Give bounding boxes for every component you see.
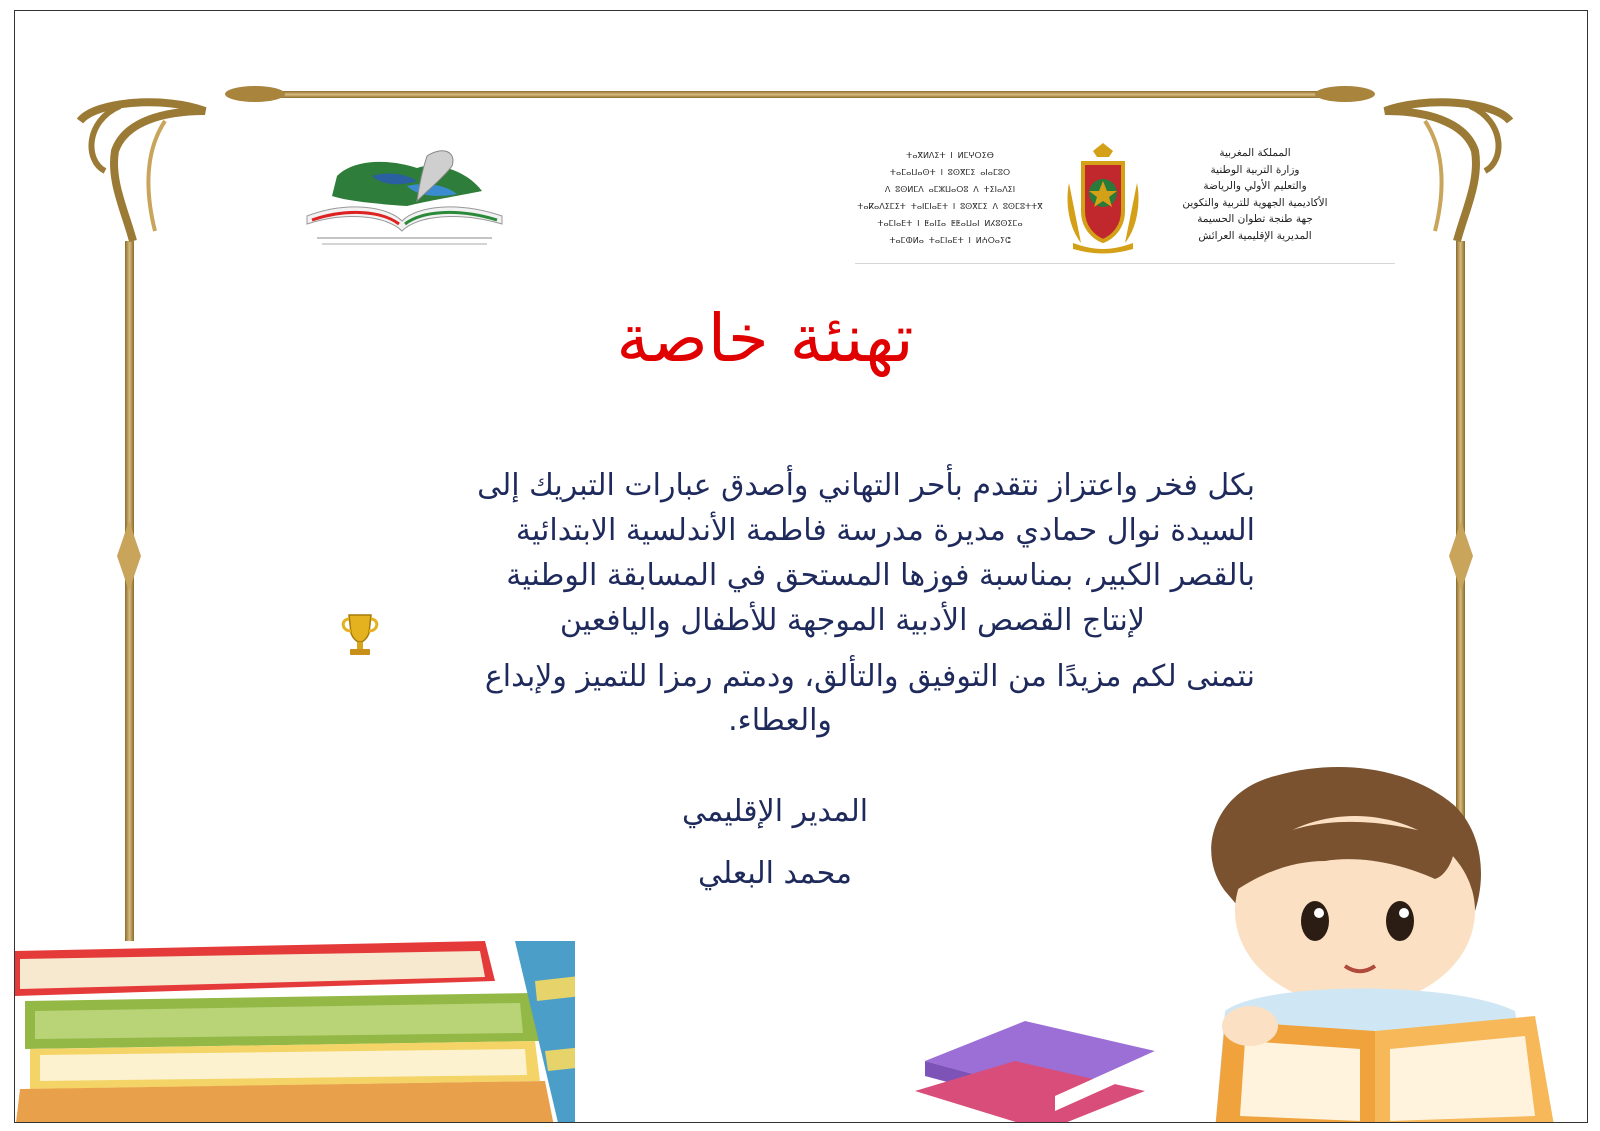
- signatory-name: محمد البعلي: [698, 856, 852, 891]
- arabic-header-line: المديرية الإقليمية العرائش: [1198, 229, 1312, 242]
- education-logo: [277, 146, 527, 256]
- arabic-header-line: جهة طنجة تطوان الحسيمة: [1197, 213, 1313, 225]
- book-stack-illustration: [15, 941, 575, 1123]
- arabic-header-line: وزارة التربية الوطنية: [1210, 163, 1300, 176]
- trophy-icon: [335, 611, 385, 661]
- arabic-header: [1155, 145, 1355, 244]
- arabic-header-line: المملكة المغربية: [1219, 147, 1291, 159]
- congratulation-message: [305, 463, 1255, 743]
- certificate-title: تهنئة خاصة: [616, 300, 914, 377]
- tifinagh-line: ⵜⴰⵎⵏⴰⴹⵜ ⵏ ⵟⴰⵏⵊⴰ ⵟⵟⴰⵡⴰⵏ ⵍⵃⵓⵙⵉⵎⴰ: [877, 219, 1023, 228]
- signatory-role: المدير الإقليمي: [681, 794, 869, 829]
- certificate-page: [14, 10, 1588, 1123]
- tifinagh-line: ⴷ ⵓⵙⵍⵎⴷ ⴰⵎⵣⵡⴰⵔⵓ ⴷ ⵜⵉⵏⴰⴷⵉⵏ: [884, 185, 1016, 194]
- tifinagh-line: ⵜⴰⴳⵍⴷⵉⵜ ⵏ ⵍⵎⵖⵔⵉⴱ: [906, 151, 994, 160]
- tifinagh-line: ⵜⴰⵎⵀⵍⴰ ⵜⴰⵎⵏⴰⴹⵜ ⵏ ⵍⵄⵔⴰⵢⵛ: [889, 236, 1011, 245]
- wishes-line: والعطاء.: [728, 703, 832, 738]
- message-line: بالقصر الكبير، بمناسبة فوزها المستحق في المسابقة الوطنية: [506, 558, 1255, 593]
- message-line: لإنتاج القصص الأدبية الموجهة للأطفال واليافعين: [559, 603, 1145, 638]
- coat-of-arms-icon: [1055, 143, 1151, 255]
- signature-block: [575, 781, 975, 905]
- message-line: السيدة نوال حمادي مديرة مدرسة فاطمة الأندلسية الابتدائية: [515, 513, 1255, 548]
- boy-reading-illustration: [1155, 761, 1588, 1123]
- tifinagh-header: [855, 147, 1045, 249]
- arabic-header-line: الأكاديمية الجهوية للتربية والتكوين: [1182, 196, 1328, 209]
- tifinagh-line: ⵜⴰⵎⴰⵡⴰⵙⵜ ⵏ ⵓⵙⴳⵎⵉ ⴰⵏⴰⵎⵓⵔ: [889, 168, 1011, 177]
- message-paragraph: [305, 463, 1255, 643]
- message-line: بكل فخر واعتزاز نتقدم بأحر التهاني وأصدق عبارات التبريك إلى: [477, 468, 1255, 503]
- tifinagh-line: ⵜⴰⴽⴰⴷⵉⵎⵉⵜ ⵜⴰⵏⵎⵏⴰⴹⵜ ⵏ ⵓⵙⴳⵎⵉ ⴷ ⵓⵙⵎⵓⵜⵜⴳ: [857, 202, 1043, 211]
- header-divider: [855, 263, 1395, 264]
- ministry-header: [855, 131, 1395, 271]
- wishes-line: نتمنى لكم مزيدًا من التوفيق والتألق، ودمتم رمزا للتميز ولإبداع: [484, 659, 1255, 694]
- small-books-illustration: [905, 1021, 1175, 1123]
- wishes-paragraph: [305, 655, 1255, 743]
- arabic-header-line: والتعليم الأولي والرياضة: [1203, 180, 1307, 192]
